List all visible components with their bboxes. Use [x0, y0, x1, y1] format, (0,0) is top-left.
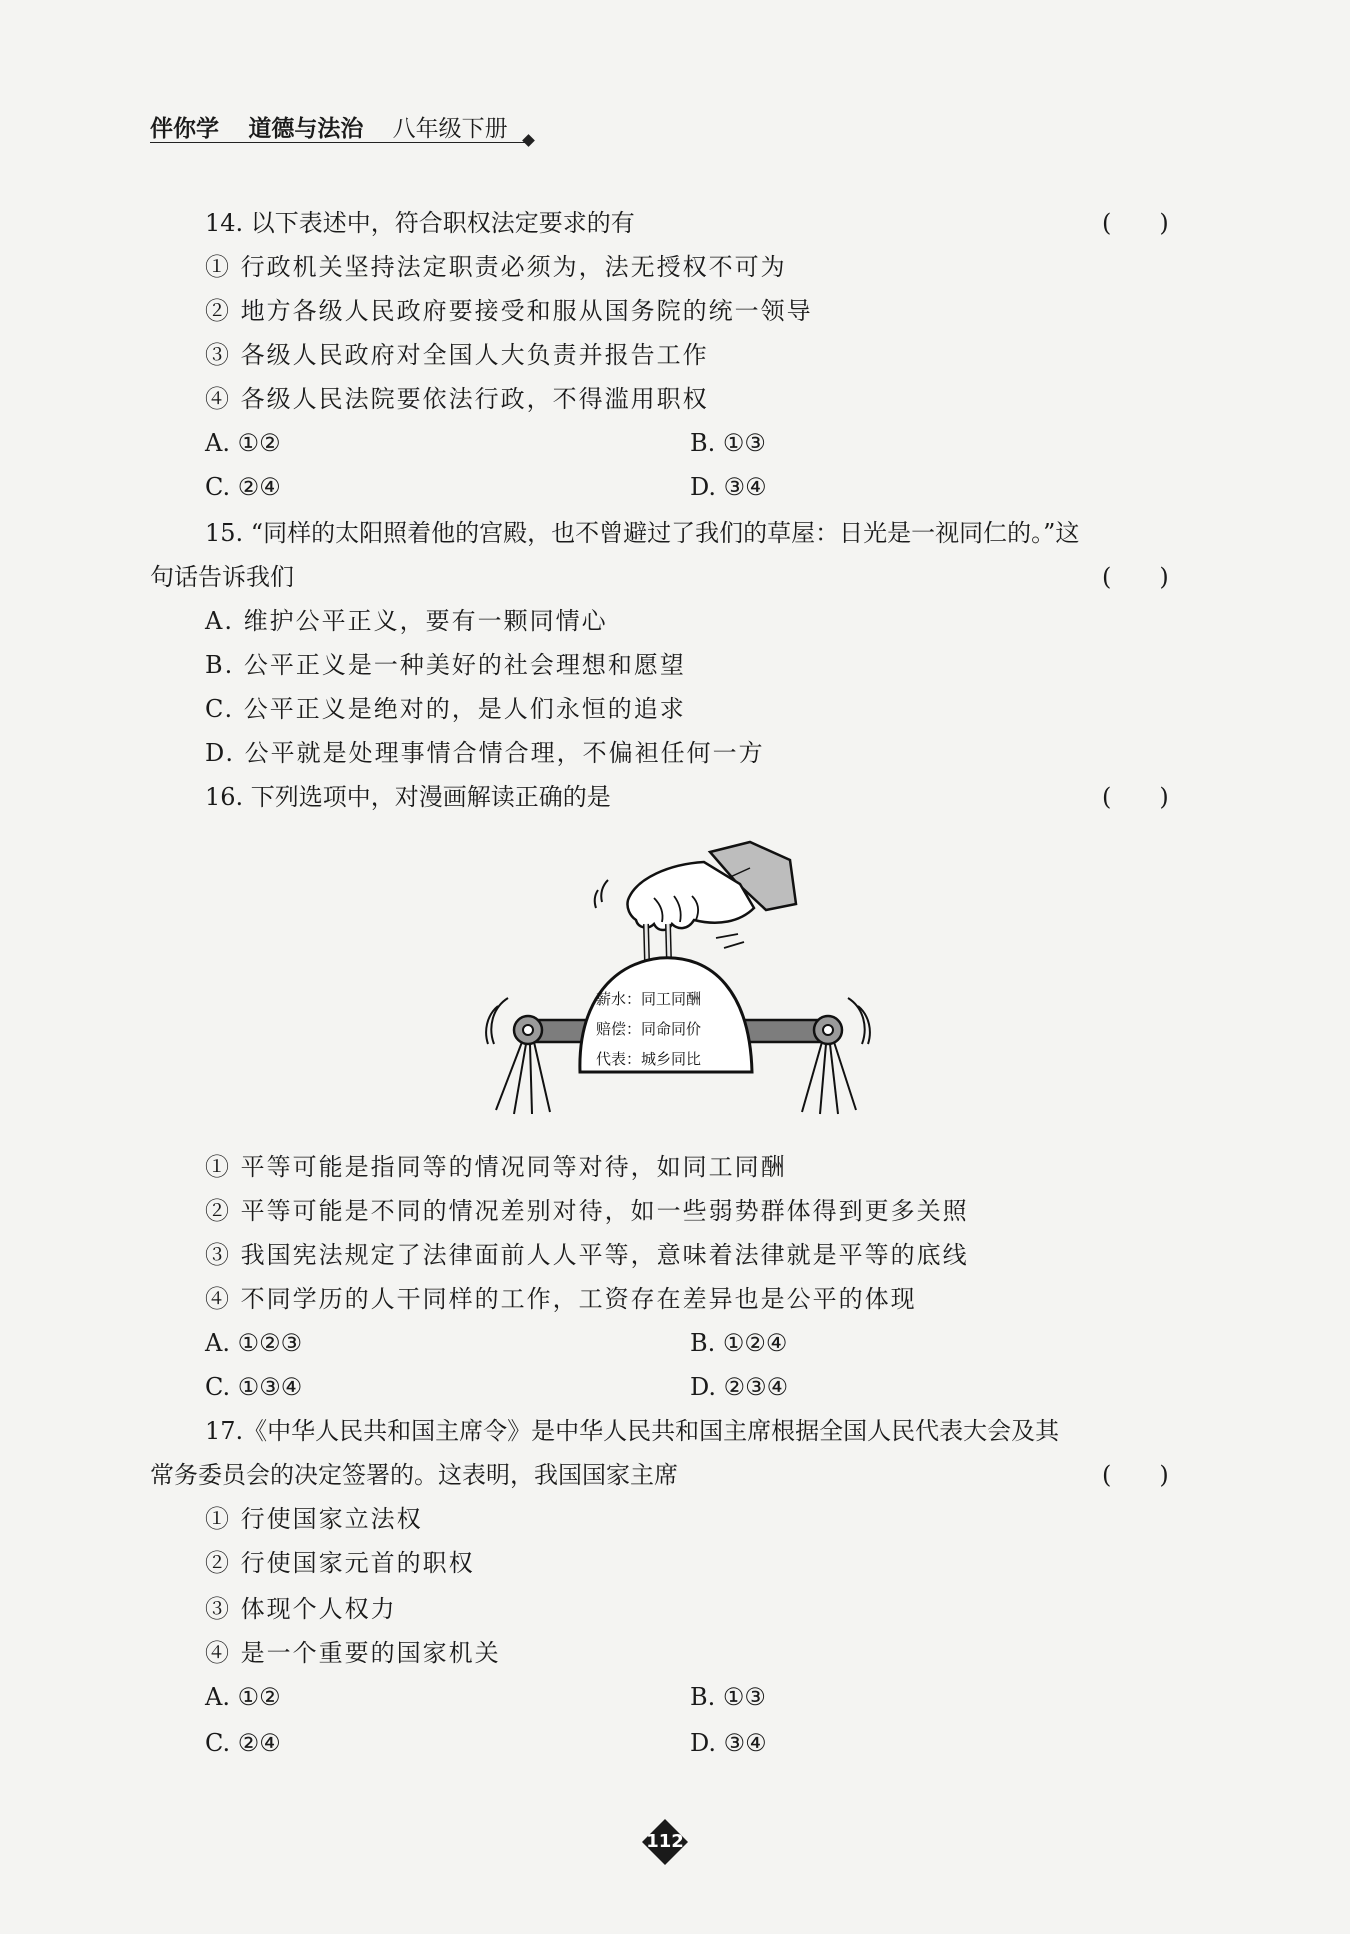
q16-option-b: B. ①②④: [690, 1329, 788, 1357]
q14-item-3: ③ 各级人民政府对全国人大负责并报告工作: [205, 341, 709, 369]
q14-item-4: ④ 各级人民法院要依法行政，不得滥用职权: [205, 385, 709, 413]
q16-option-a: A. ①②③: [205, 1329, 303, 1357]
q15-option-d: D. 公平就是处理事情合情合理，不偏袒任何一方: [205, 739, 765, 767]
q14-stem: 14. 以下表述中，符合职权法定要求的有: [205, 209, 635, 237]
q16-item-4: ④ 不同学历的人干同样的工作，工资存在差异也是公平的体现: [205, 1285, 917, 1313]
q15-stem-line2: 句话告诉我们: [150, 563, 294, 591]
q16-option-d: D. ②③④: [690, 1373, 789, 1401]
q17-item-1: ① 行使国家立法权: [205, 1505, 423, 1533]
q16-item-3: ③ 我国宪法规定了法律面前人人平等，意味着法律就是平等的底线: [205, 1241, 969, 1269]
q17-item-3: ③ 体现个人权力: [205, 1595, 397, 1623]
q14-answer-bracket: ( ): [1102, 209, 1169, 237]
q16-stem: 16. 下列选项中，对漫画解读正确的是: [205, 783, 611, 811]
q17-item-4: ④ 是一个重要的国家机关: [205, 1639, 501, 1667]
header-grade: 八年级下册: [392, 116, 508, 142]
q17-option-d: D. ③④: [690, 1729, 767, 1757]
q15-option-c: C. 公平正义是绝对的，是人们永恒的追求: [205, 695, 686, 723]
q16-answer-bracket: ( ): [1102, 783, 1169, 811]
cartoon-label-representation: 代表：城乡同比: [596, 1050, 702, 1068]
q14-item-2: ② 地方各级人民政府要接受和服从国务院的统一领导: [205, 297, 813, 325]
q15-answer-bracket: ( ): [1102, 563, 1169, 591]
header-brand: 伴你学: [150, 116, 219, 142]
q14-item-1: ① 行政机关坚持法定职责必须为，法无授权不可为: [205, 253, 787, 281]
q17-option-c: C. ②④: [205, 1729, 281, 1757]
q17-stem-line2: 常务委员会的决定签署的。这表明，我国国家主席: [150, 1461, 678, 1489]
q14-option-c: C. ②④: [205, 473, 281, 501]
q15-option-a: A. 维护公平正义，要有一颗同情心: [205, 607, 608, 635]
q15-option-b: B. 公平正义是一种美好的社会理想和愿望: [205, 651, 686, 679]
page-number: 112: [646, 1831, 684, 1852]
q16-option-c: C. ①③④: [205, 1373, 303, 1401]
q16-item-1: ① 平等可能是指同等的情况同等对待，如同工同酬: [205, 1153, 787, 1181]
q17-stem-line1: 17.《中华人民共和国主席令》是中华人民共和国主席根据全国人民代表大会及其: [205, 1417, 1060, 1445]
q14-option-b: B. ①③: [690, 429, 766, 457]
header-subject: 道德与法治: [248, 116, 364, 142]
q17-item-2: ② 行使国家元首的职权: [205, 1549, 475, 1577]
q17-option-b: B. ①③: [690, 1683, 766, 1711]
balance-scale-cartoon: [478, 838, 878, 1118]
q14-option-d: D. ③④: [690, 473, 767, 501]
q14-option-a: A. ①②: [205, 429, 281, 457]
cartoon-label-compensation: 赔偿：同命同价: [596, 1020, 702, 1038]
q17-option-a: A. ①②: [205, 1683, 281, 1711]
header-rule: [150, 142, 532, 143]
header-diamond-icon: [522, 134, 535, 147]
cartoon-label-salary: 薪水：同工同酬: [596, 990, 702, 1008]
q17-answer-bracket: ( ): [1102, 1461, 1169, 1489]
q16-item-2: ② 平等可能是不同的情况差别对待，如一些弱势群体得到更多关照: [205, 1197, 969, 1225]
q15-stem-line1: 15. “同样的太阳照着他的宫殿，也不曾避过了我们的草屋：日光是一视同仁的。”这: [205, 519, 1080, 547]
running-header: [150, 110, 508, 143]
